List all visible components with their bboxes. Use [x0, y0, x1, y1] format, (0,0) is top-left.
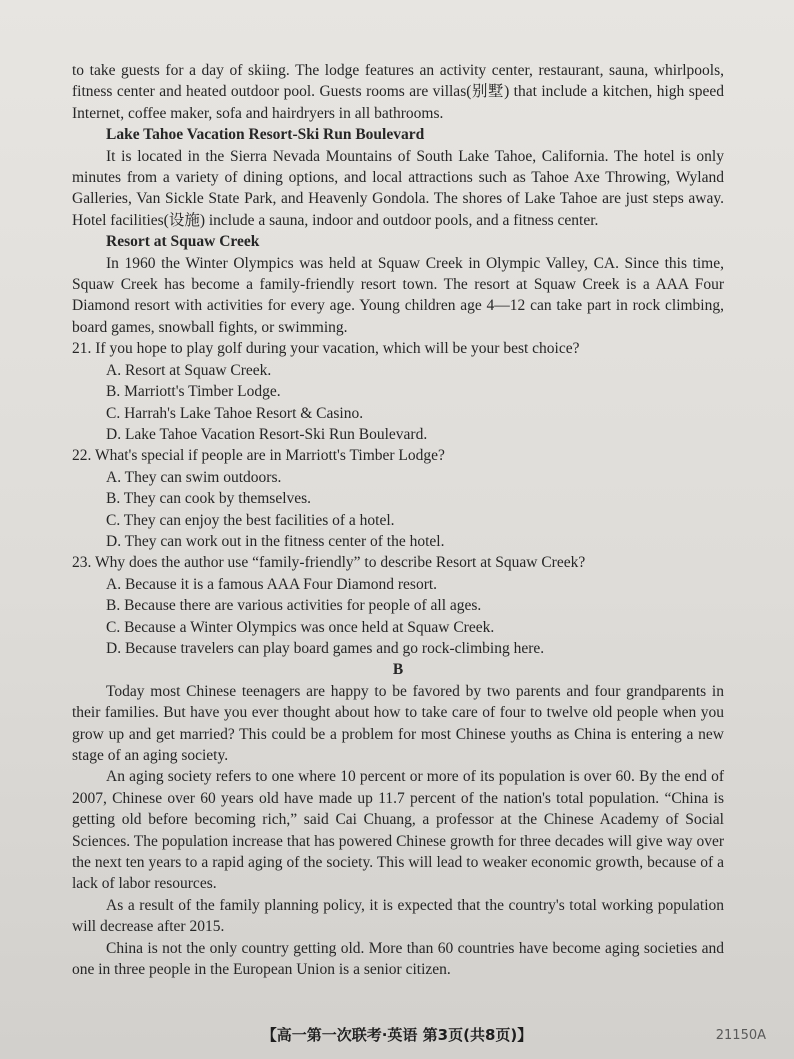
option-b: B. Because there are various activities for people of all ages.: [106, 597, 482, 615]
option-a: A. Resort at Squaw Creek.: [106, 361, 272, 379]
option-c: C. Harrah's Lake Tahoe Resort & Casino.: [106, 404, 364, 422]
question-23: [72, 552, 724, 659]
question-21: [72, 338, 724, 445]
option-d: D. Because travelers can play board games and go rock-climbing here.: [106, 639, 545, 657]
passage-b-paragraph-3: As a result of the family planning policy, it is expected that the country's total working population will decrease after 2015.: [72, 896, 724, 936]
section-text-squaw-creek: In 1960 the Winter Olympics was held at Squaw Creek in Olympic Valley, CA. Since this time, Squaw Creek has become a family-friendly resort town. The resort at Squaw Creek is a AAA Four Diamond resort with activities for every age. Young children age 4—12 can take part in rock climbing, board games, snowball fights, or swimming.: [72, 254, 724, 336]
section-text-lake-tahoe: It is located in the Sierra Nevada Mountains of South Lake Tahoe, California. The hotel is only minutes from a variety of dining options, and local attractions such as Tahoe Axe Throwing, Wyland Galleries, Van Sickle State Park, and Heavenly Gondola. The shores of Lake Tahoe are just steps away. Hotel facilities(设施) include a sauna, indoor and outdoor pools, and a fitness center.: [72, 147, 724, 229]
option-b: B. They can cook by themselves.: [106, 490, 312, 508]
option-c: C. They can enjoy the best facilities of a hotel.: [106, 511, 395, 529]
intro-paragraph: to take guests for a day of skiing. The lodge features an activity center, restaurant, sauna, whirlpools, fitness center and heated outdoor pool. Guests rooms are villas(别墅) that include a kitchen, high speed Internet, coffee maker, sofa and hairdryers in all bathrooms.: [72, 62, 724, 122]
page-footer: [0, 1024, 794, 1045]
page-content: [72, 60, 724, 980]
option-a: A. Because it is a famous AAA Four Diamond resort.: [106, 575, 438, 593]
option-a: A. They can swim outdoors.: [106, 468, 282, 486]
option-d: D. Lake Tahoe Vacation Resort-Ski Run Boulevard.: [106, 425, 428, 443]
question-stem: 21. If you hope to play golf during your vacation, which will be your best choice?: [72, 340, 580, 358]
option-c: C. Because a Winter Olympics was once held at Squaw Creek.: [106, 618, 495, 636]
option-b: B. Marriott's Timber Lodge.: [106, 383, 281, 401]
question-stem: 22. What's special if people are in Marriott's Timber Lodge?: [72, 447, 445, 465]
question-22: [72, 445, 724, 552]
option-d: D. They can work out in the fitness center of the hotel.: [106, 532, 445, 550]
question-stem: 23. Why does the author use “family-friendly” to describe Resort at Squaw Creek?: [72, 554, 586, 572]
footer-label: 【高一第一次联考·英语 第3页(共8页)】: [261, 1026, 533, 1044]
section-title-lake-tahoe: Lake Tahoe Vacation Resort-Ski Run Boulevard: [106, 126, 425, 144]
passage-b-paragraph-1: Today most Chinese teenagers are happy to be favored by two parents and four grandparents in their families. But have you ever thought about how to take care of four to twelve old people when you grow up and get married? This could be a problem for most Chinese youths as China is entering a new stage of an aging society.: [72, 682, 724, 764]
section-b-label: B: [392, 661, 404, 679]
passage-b-paragraph-4: China is not the only country getting old. More than 60 countries have become aging societies and one in three people in the European Union is a senior citizen.: [72, 939, 724, 979]
passage-b-paragraph-2: An aging society refers to one where 10 percent or more of its population is over 60. By the end of 2007, Chinese over 60 years old have made up 11.7 percent of the nation's total population. “China is getting old before becoming rich,” said Cai Chuang, a professor at the Chinese Academy of Social Sciences. The population increase that has powered Chinese growth for three decades will give way over the next ten years to a rapid aging of the society. This will lead to weaker economic growth, because of a lack of labor resources.: [72, 768, 724, 893]
section-title-squaw-creek: Resort at Squaw Creek: [106, 233, 260, 251]
paper-code: 21150A: [715, 1028, 766, 1043]
